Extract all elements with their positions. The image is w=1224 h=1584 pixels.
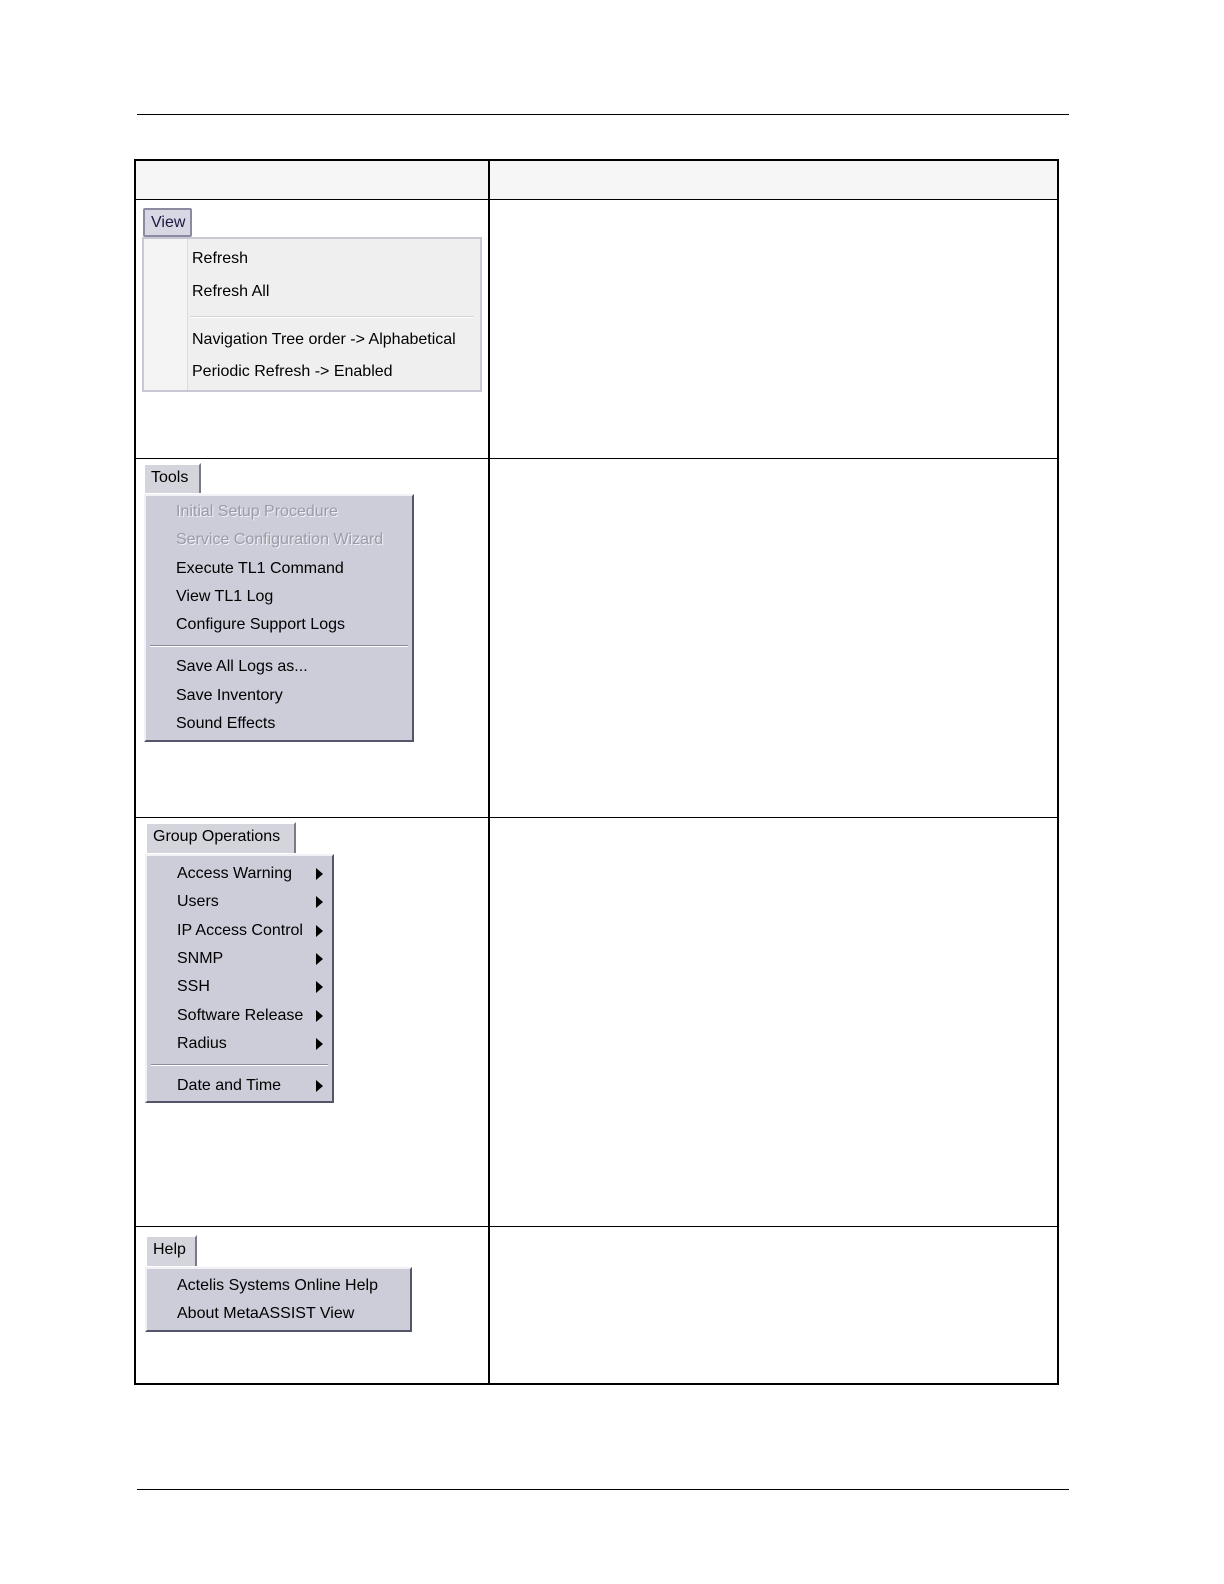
group-operations-menu[interactable]: Group Operations [145, 822, 296, 853]
submenu-arrow-icon [316, 868, 323, 880]
row-separator [136, 1226, 1057, 1227]
footer-rule [137, 1489, 1069, 1490]
menu-separator [190, 316, 474, 318]
submenu-arrow-icon [316, 896, 323, 908]
menu-item-periodic-refresh[interactable]: Periodic Refresh -> Enabled [192, 363, 393, 380]
menu-item-save-all-logs[interactable]: Save All Logs as... [176, 658, 308, 675]
menu-separator [151, 1064, 328, 1066]
tools-menu[interactable]: Tools [143, 463, 201, 493]
menu-item-users[interactable]: Users [177, 893, 219, 910]
menu-icon-gutter [144, 239, 188, 390]
submenu-arrow-icon [316, 925, 323, 937]
submenu-arrow-icon [316, 1010, 323, 1022]
submenu-arrow-icon [316, 981, 323, 993]
menu-item-view-tl1-log[interactable]: View TL1 Log [176, 588, 274, 605]
column-divider [488, 161, 490, 1383]
menu-separator [150, 645, 408, 647]
menu-item-radius[interactable]: Radius [177, 1035, 227, 1052]
menu-item-save-inventory[interactable]: Save Inventory [176, 687, 283, 704]
menu-item-sound-effects[interactable]: Sound Effects [176, 715, 276, 732]
header-rule [137, 114, 1069, 115]
menu-item-configure-support-logs[interactable]: Configure Support Logs [176, 616, 345, 633]
menu-item-refresh-all[interactable]: Refresh All [192, 283, 270, 300]
menu-item-execute-tl1[interactable]: Execute TL1 Command [176, 560, 344, 577]
menu-item-online-help[interactable]: Actelis Systems Online Help [177, 1277, 378, 1294]
group-operations-menu-popup [145, 854, 334, 1103]
menu-item-date-and-time[interactable]: Date and Time [177, 1077, 282, 1094]
menu-item-about[interactable]: About MetaASSIST View [177, 1305, 355, 1322]
tools-menu-popup [144, 494, 414, 742]
submenu-arrow-icon [316, 953, 323, 965]
row-separator [136, 458, 1057, 459]
menu-item-navigation-tree-order[interactable]: Navigation Tree order -> Alphabetical [192, 331, 456, 348]
menu-item-ssh[interactable]: SSH [177, 978, 210, 995]
menu-item-refresh[interactable]: Refresh [192, 250, 249, 267]
menu-item-ip-access-control[interactable]: IP Access Control [177, 922, 303, 939]
submenu-arrow-icon [316, 1038, 323, 1050]
menu-item-software-release[interactable]: Software Release [177, 1007, 304, 1024]
help-menu-popup [145, 1267, 412, 1332]
view-menu[interactable]: View [143, 208, 192, 237]
menu-item-initial-setup: Initial Setup Procedure [176, 503, 338, 520]
table-header-row [136, 161, 1057, 200]
submenu-arrow-icon [316, 1080, 323, 1092]
menu-item-snmp[interactable]: SNMP [177, 950, 224, 967]
help-menu[interactable]: Help [145, 1235, 197, 1266]
menu-item-access-warning[interactable]: Access Warning [177, 865, 292, 882]
view-menu-popup [142, 237, 482, 392]
row-separator [136, 817, 1057, 818]
menu-item-service-config-wizard: Service Configuration Wizard [176, 531, 384, 548]
